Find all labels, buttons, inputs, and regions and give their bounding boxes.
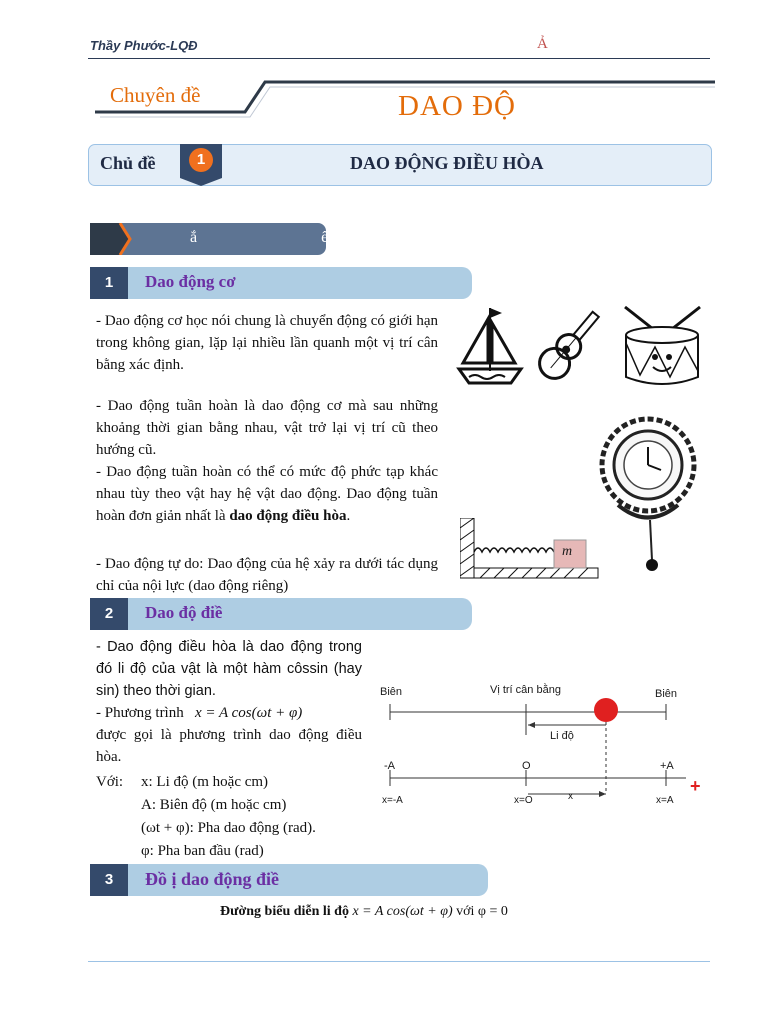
diagram-x: x [568, 791, 573, 802]
mass-label: m [562, 544, 573, 559]
caption-text: Đường biểu diễn li độ [220, 904, 349, 919]
diagram-x-a: x=A [656, 795, 674, 806]
s1-paragraph-1: - Dao động cơ học nói chung là chuyển động có giới hạn trong không gian, lặp lại nhiều lần quanh một vị trí cân bằng xác định. [96, 313, 438, 373]
diagram-plus-sign: + [690, 776, 701, 796]
pendulum-clock-icon [598, 410, 698, 575]
s2-var-phi: φ: Pha ban đầu (rad) [141, 843, 264, 859]
spring-mass-icon [460, 518, 600, 580]
section-pill-label: ắ ế [190, 229, 389, 246]
pill-arrow-icon [90, 223, 132, 255]
diagram-plus-a: +A [660, 760, 674, 772]
chu-de-label: Chủ đề [100, 153, 156, 173]
section-3-title: Đồ ị dao động điề [145, 869, 280, 889]
diagram-li-do: Li độ [550, 730, 574, 742]
s2-equation: x = A cos(ωt + φ) [194, 705, 303, 721]
author-name: Thầy Phước-LQĐ [90, 38, 198, 53]
footer-divider [88, 961, 710, 962]
s1-p3-text: - Dao động tuần hoàn có thể có mức độ phức tạp khác nhau tùy theo vật hay hệ vật dao động. Dao động tuần hoàn đơn giản nhất là [96, 464, 438, 524]
caption-equation: x = A cos(ωt + φ) [352, 904, 453, 919]
s2-paragraph-3: được gọi là phương trình dao động điều hòa. [96, 727, 362, 765]
diagram-bien-left: Biên [380, 686, 403, 698]
s2-var-a: A: Biên độ (m hoặc cm) [141, 797, 287, 813]
diagram-x-minus-a: x=-A [382, 795, 403, 806]
topic-number: 1 [189, 148, 213, 172]
drum-icon [615, 305, 710, 390]
diagram-x-zero: x=O [514, 795, 533, 806]
header-mark: Ả [537, 36, 548, 52]
s1-paragraph-2: - Dao động tuần hoàn là dao động cơ mà sau những khoảng thời gian bằng nhau, vật trở lại vị trí cũ theo hướng cũ. [96, 398, 438, 458]
oscillation-diagram [378, 680, 708, 840]
s2-paragraph-2 [96, 702, 362, 724]
caption-phi: với φ = 0 [456, 904, 508, 919]
sailboat-icon [455, 305, 525, 390]
diagram-vtcb: Vị trí cân bằng [490, 684, 561, 696]
chuyen-de-label: Chuyên đề [110, 83, 201, 107]
chu-de-title: DAO ĐỘNG ĐIỀU HÒA [350, 153, 544, 173]
s2-var-phase: (ωt + φ): Pha dao động (rad). [141, 820, 316, 836]
section-3-number: 3 [90, 864, 128, 896]
s1-p3-end: . [346, 508, 351, 524]
header-divider [88, 58, 710, 59]
section-2-title: Dao độ điề [145, 603, 223, 622]
diagram-bien-right: Biên [655, 688, 678, 700]
s2-paragraph-1: - Dao động điều hòa là dao động trong đó li độ của vật là một hàm côssin (hay sin) theo thời gian. [96, 639, 362, 699]
diagram-minus-a: -A [384, 760, 395, 772]
s1-paragraph-4: - Dao động tự do: Dao động của hệ xảy ra dưới tác dụng chỉ của nội lực (dao động riêng) [96, 556, 438, 594]
s2-var-x: x: Li độ (m hoặc cm) [141, 774, 269, 790]
s2-p2-text: - Phương trình [96, 705, 184, 721]
diagram-o: O [522, 760, 531, 772]
guitar-icon [528, 305, 613, 385]
s1-p3-bold: dao động điều hòa [229, 508, 347, 524]
s2-with: Với: [96, 774, 124, 790]
oscillating-ball [594, 698, 618, 722]
s1-paragraph-3 [96, 461, 438, 527]
section-1-title: Dao động cơ [145, 272, 236, 291]
section-2-number: 2 [90, 598, 128, 630]
graph-caption [220, 904, 508, 920]
main-title: DAO ĐỘ [398, 90, 516, 122]
section-1-number: 1 [90, 267, 128, 299]
